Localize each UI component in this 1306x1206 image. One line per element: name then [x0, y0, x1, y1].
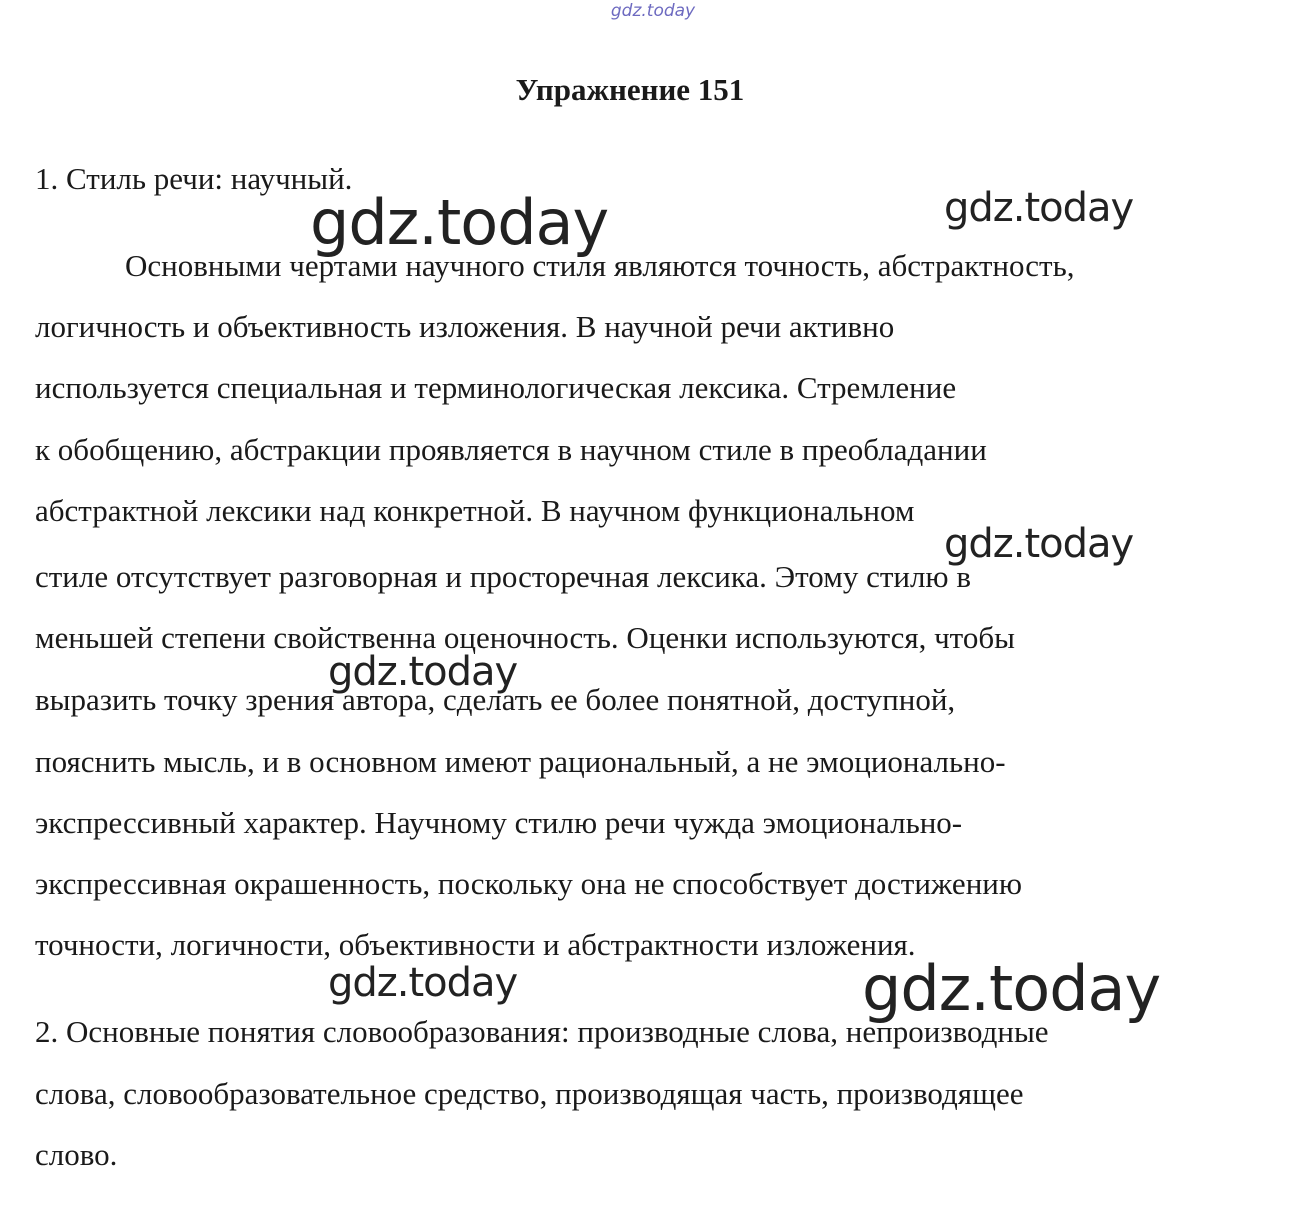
paragraph-line: меньшей степени свойственна оценочность. Оценки используются, чтобы [35, 620, 1015, 655]
page-title: Упражнение 151 [515, 72, 745, 107]
watermark: gdz.today [328, 960, 518, 1006]
watermark: gdz.today [944, 185, 1134, 231]
paragraph-line: Основными чертами научного стиля являются точность, абстрактность, [125, 248, 1075, 283]
paragraph-line: экспрессивная окрашенность, поскольку она не способствует достижению [35, 866, 1023, 901]
paragraph-line: пояснить мысль, и в основном имеют рациональный, а не эмоционально- [35, 744, 1006, 779]
paragraph-line: точности, логичности, объективности и абстрактности изложения. [35, 927, 916, 962]
paragraph-line: выразить точку зрения автора, сделать ее более понятной, доступной, [35, 682, 956, 717]
watermark: gdz.today [310, 186, 609, 259]
answer-2-line: 2. Основные понятия словообразования: производные слова, непроизводные [35, 1014, 1049, 1049]
paragraph-line: используется специальная и терминологическая лексика. Стремление [35, 370, 957, 405]
watermark: gdz.today [944, 521, 1134, 567]
paragraph-line: логичность и объективность изложения. В научной речи активно [35, 309, 895, 344]
paragraph-line: к обобщению, абстракции проявляется в научном стиле в преобладании [35, 432, 987, 467]
paragraph-line: абстрактной лексики над конкретной. В научном функциональном [35, 493, 915, 528]
paragraph-line: экспрессивный характер. Научному стилю речи чужда эмоционально- [35, 805, 963, 840]
watermark: gdz.today [862, 952, 1161, 1025]
answer-1-heading: 1. Стиль речи: научный. [35, 161, 353, 196]
watermark-top: gdz.today [610, 1, 696, 21]
paragraph-line: стиле отсутствует разговорная и просторечная лексика. Этому стилю в [35, 559, 971, 594]
answer-2-line: слова, словообразовательное средство, производящая часть, производящее [35, 1076, 1024, 1111]
answer-2-line: слово. [35, 1137, 118, 1172]
watermark: gdz.today [328, 649, 518, 695]
